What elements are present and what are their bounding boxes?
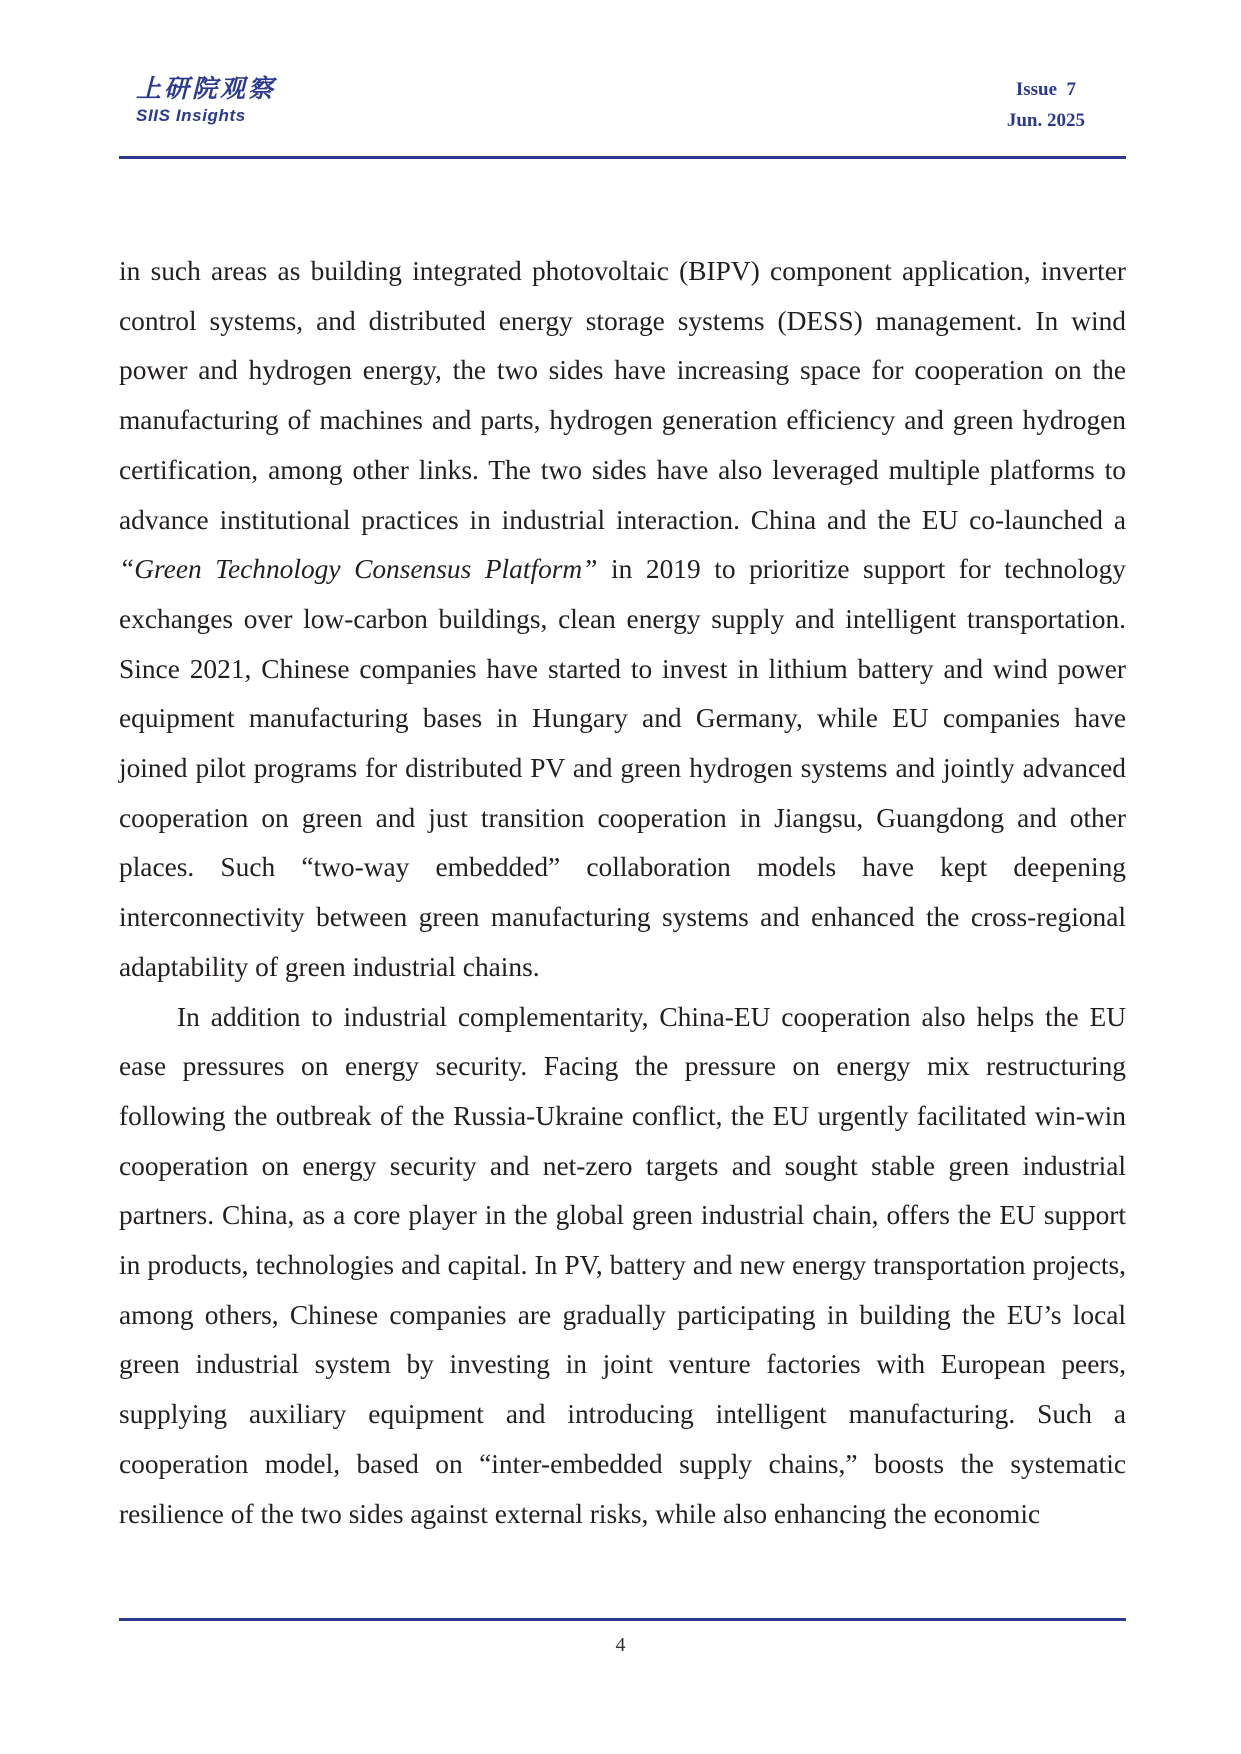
logo-chinese-title: 上研院观察 — [136, 74, 277, 103]
issue-date: Jun. 2025 — [1006, 110, 1085, 131]
paragraph-1 — [119, 247, 1126, 993]
page-number: 4 — [615, 1634, 626, 1656]
paragraph-1-part-a: in such areas as building integrated photovoltaic (BIPV) component application, inverter control systems, and distributed energy storage systems (DESS) management. In wind power and hydrogen energy, the two sides have increasing space for cooperation on the manufacturing of machines and parts, hydrogen generation efficiency and green hydrogen certification, among other links. The two sides have also leveraged multiple platforms to advance institutional practices in industrial interaction. China and the EU co-launched a — [119, 256, 1126, 535]
issue-info — [1007, 74, 1085, 136]
paragraph-2: In addition to industrial complementarity, China-EU cooperation also helps the EU ease pressures on energy security. Facing the pressure on energy mix restructuring following the outbreak of the Russia-Ukraine conflict, the EU urgently facilitated win-win cooperation on energy security and net-zero targets and sought stable green industrial partners. China, as a core player in the global green industrial chain, offers the EU support in products, technologies and capital. In PV, battery and new energy transportation projects, among others, Chinese companies are gradually participating in building the EU’s local green industrial system by investing in joint venture factories with European peers, supplying auxiliary equipment and introducing intelligent manufacturing. Such a cooperation model, based on “inter-embedded supply chains,” boosts the systematic resilience of the two sides against external risks, while also enhancing the economic — [119, 1001, 1126, 1529]
header-divider — [119, 156, 1126, 159]
platform-name-italic: “Green Technology Consensus Platform” — [119, 554, 598, 585]
footer-divider — [119, 1618, 1126, 1621]
logo-english-title: SIIS Insights — [136, 106, 246, 125]
paragraph-1-part-b: in 2019 to prioritize support for technology exchanges over low-carbon buildings, clean energy supply and intelligent transportation. Since 2021, Chinese companies have started to invest in lithium battery and wind power equipment manufacturing bases in Hungary and Germany, while EU companies have joined pilot programs for distributed PV and green hydrogen systems and jointly advanced cooperation on green and just transition cooperation in Jiangsu, Guangdong and other places. Such “two-way embedded” collaboration models have kept deepening interconnectivity between green manufacturing systems and enhanced the cross-regional adaptability of green industrial chains. — [119, 554, 1126, 982]
issue-number: Issue 7 — [1015, 79, 1077, 100]
publication-logo — [136, 74, 276, 126]
article-body — [119, 247, 1126, 1539]
